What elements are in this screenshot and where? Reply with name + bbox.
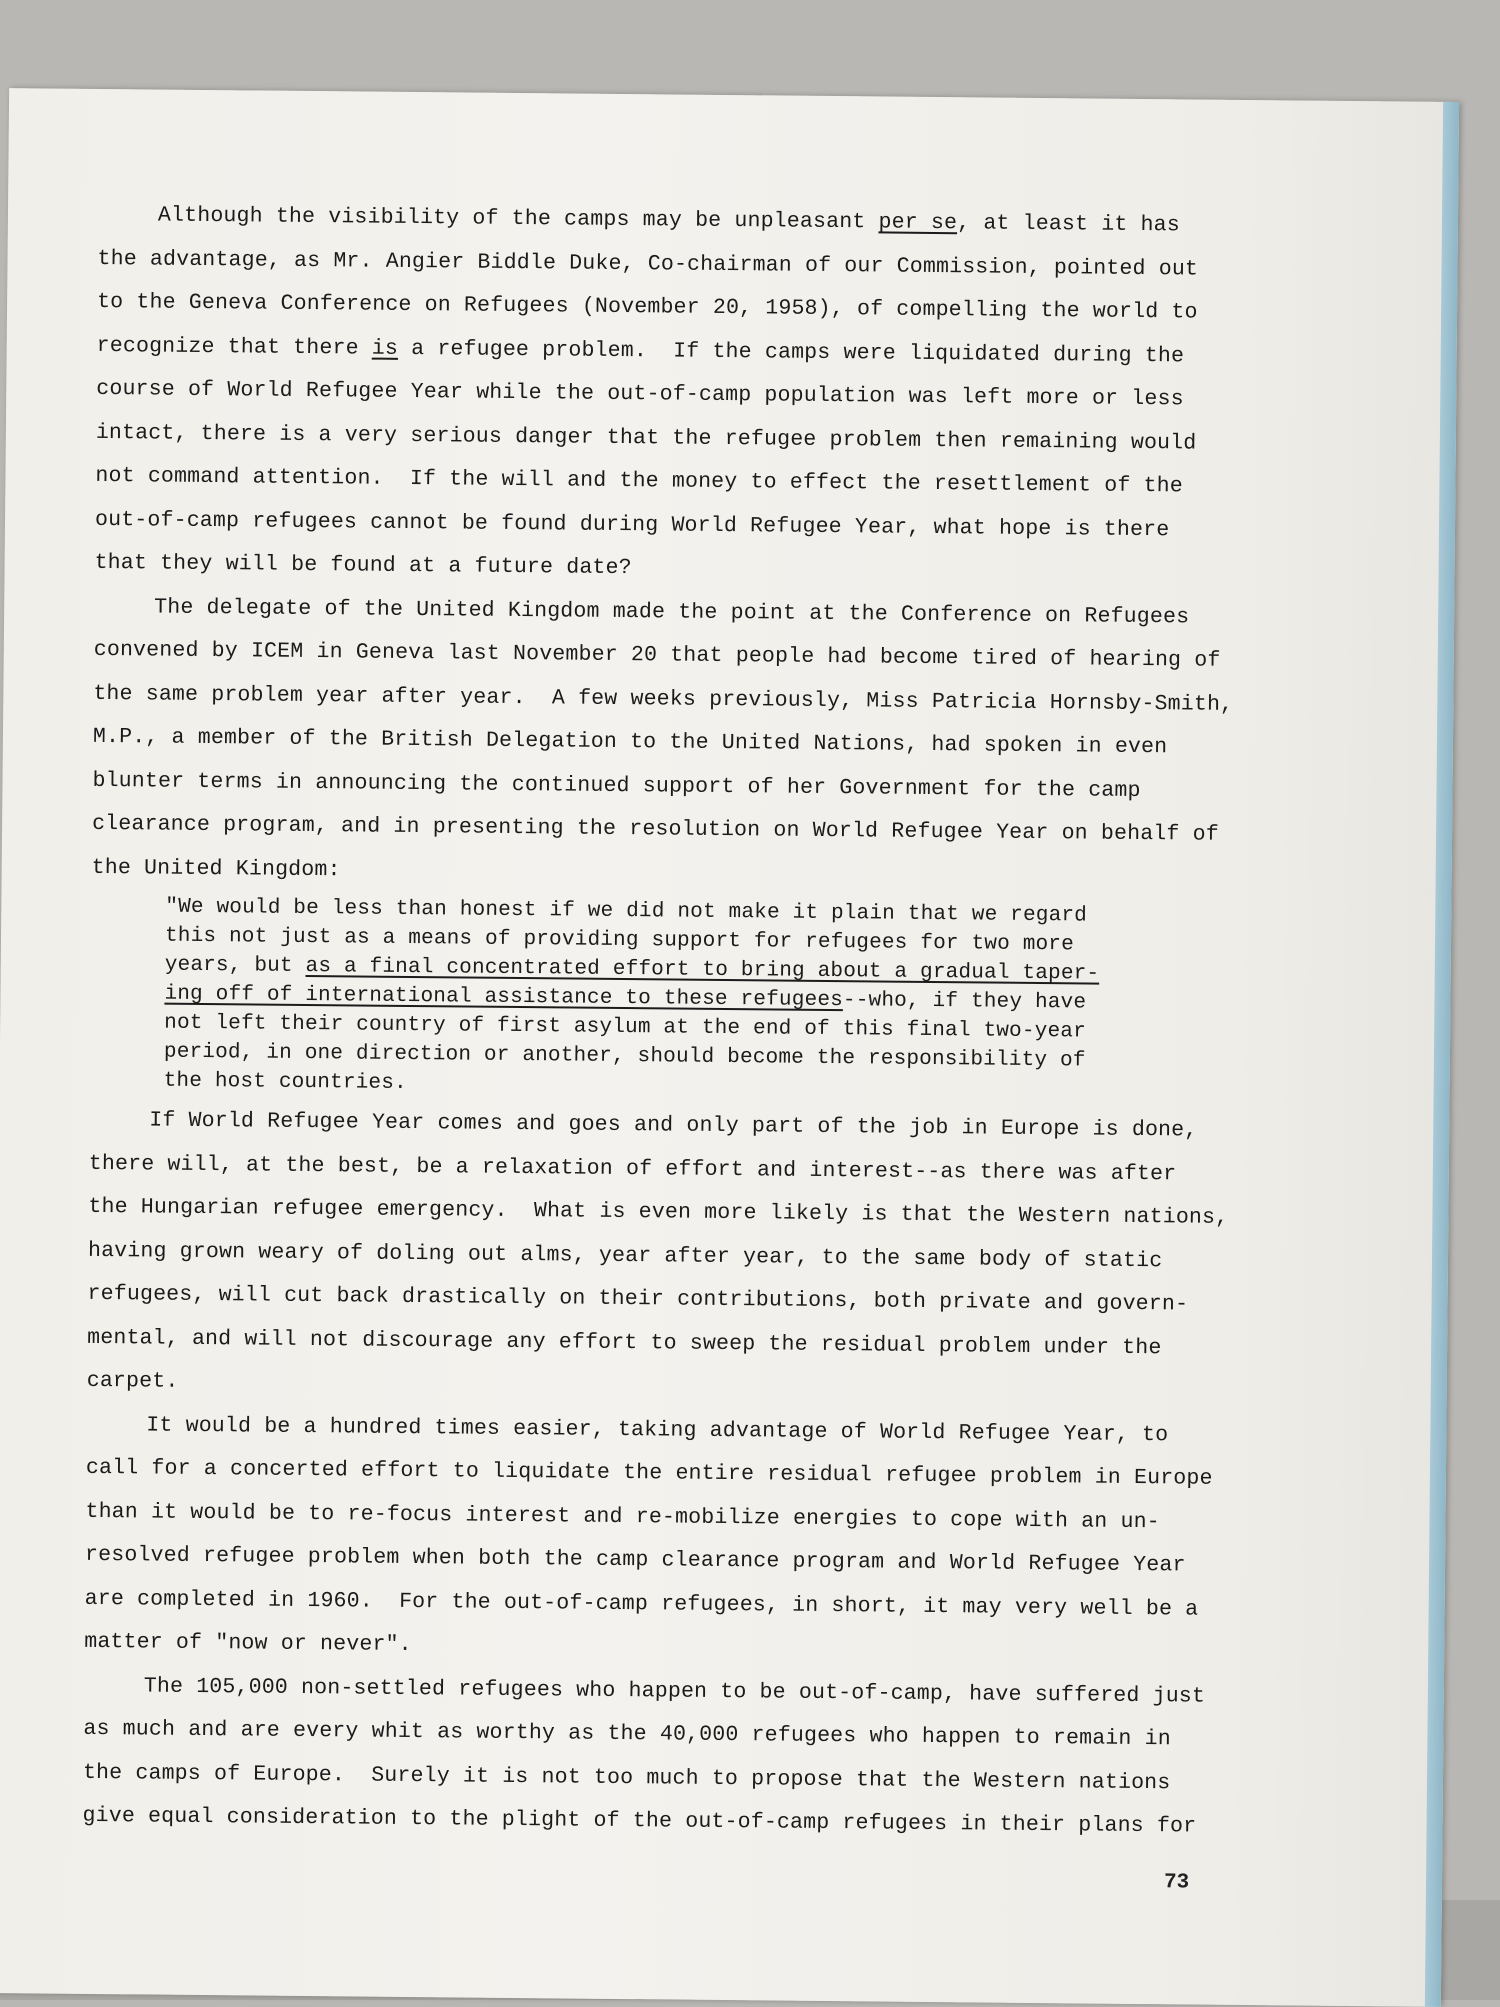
- text-line: The 105,000 non-settled refugees who happen to be out-of-camp, have suffered just: [143, 1673, 1206, 1709]
- text-line: refugees, will cut back drastically on their contributions, both private and govern-: [87, 1281, 1189, 1317]
- quote-line: ing off of international assistance to these refugees--who, if they have: [164, 982, 1087, 1015]
- text-line: recognize that there is a refugee problem. If the camps were liquidated during the: [96, 333, 1185, 368]
- quote-line: not left their country of first asylum at the end of this final two-year: [164, 1011, 1087, 1044]
- page-cover-edge: [1425, 102, 1459, 2007]
- text-line: are completed in 1960. For the out-of-camp refugees, in short, it may very well be a: [84, 1586, 1199, 1622]
- text-line: M.P., a member of the British Delegation to the United Nations, had spoken in even: [92, 724, 1168, 760]
- text-line: intact, there is a very serious danger that the refugee problem then remaining would: [95, 420, 1197, 455]
- text-line: course of World Refugee Year while the out-of-camp population was left more or less: [96, 376, 1184, 412]
- text-line: that they will be found at a future date?: [94, 550, 632, 581]
- text-line: the Hungarian refugee emergency. What is even more likely is that the Western nations,: [88, 1194, 1229, 1230]
- paragraph-world-refugee-year: [87, 1099, 1330, 1415]
- page-body: [82, 194, 1338, 1850]
- quote-line: years, but as a final concentrated effort to bring about a gradual taper-: [164, 953, 1100, 986]
- quote-line: "We would be less than honest if we did not make it plain that we regard: [165, 895, 1088, 928]
- text-line: Although the visibility of the camps may be unpleasant per se, at least it has: [157, 203, 1181, 238]
- text-line: out-of-camp refugees cannot be found during World Refugee Year, what hope is there: [94, 507, 1170, 542]
- text-line: It would be a hundred times easier, taking advantage of World Refugee Year, to: [146, 1412, 1169, 1447]
- text-line: than it would be to re-focus interest and re-mobilize energies to cope with an un-: [85, 1499, 1160, 1534]
- quote-underlined-text: as a final concentrated effort to bring about a gradual taper-: [305, 954, 1100, 986]
- text-line: resolved refugee problem when both the camp clearance program and World Refugee Year: [84, 1542, 1186, 1578]
- text-line: clearance program, and in presenting the resolution on World Refugee Year on behalf of: [92, 811, 1219, 847]
- block-quote: [164, 893, 1226, 1106]
- text-line: The delegate of the United Kingdom made the point at the Conference on Refugees: [154, 595, 1190, 629]
- text-line: the same problem year after year. A few weeks previously, Miss Patricia Hornsby-Smith,: [93, 681, 1234, 717]
- text-line: matter of "now or never".: [84, 1629, 412, 1658]
- emphasis-is: is: [371, 336, 399, 361]
- quote-line: the host countries.: [163, 1069, 408, 1095]
- paragraph-hundred-times-easier: [84, 1403, 1326, 1676]
- text-line: give equal consideration to the plight of the out-of-camp refugees in their plans for: [82, 1803, 1197, 1839]
- text-line: blunter terms in announcing the continued support of her Government for the camp: [92, 768, 1141, 803]
- text-line: to the Geneva Conference on Refugees (November 20, 1958), of compelling the world to: [97, 289, 1198, 325]
- page-number: 73: [1163, 1871, 1190, 1895]
- emphasis-per-se: per se: [878, 210, 958, 236]
- text-line: not command attention. If the will and the money to effect the resettlement of the: [95, 463, 1184, 499]
- quote-underlined-text: ing off of international assistance to these refugees: [164, 982, 844, 1013]
- text-line: having grown weary of doling out alms, year after year, to the same body of static: [87, 1238, 1163, 1273]
- book-page: [0, 88, 1459, 2007]
- text-line: If World Refugee Year comes and goes and only part of the job in Europe is done,: [149, 1108, 1198, 1143]
- text-line: there will, at the best, be a relaxation of effort and interest--as there was after: [88, 1151, 1177, 1186]
- text-line: the advantage, as Mr. Angier Biddle Duke, Co-chairman of our Commission, pointed out: [97, 246, 1199, 282]
- paragraph-non-settled-refugees: [82, 1664, 1324, 1850]
- paragraph-camps-visibility: [94, 194, 1338, 597]
- text-line: carpet.: [86, 1368, 179, 1394]
- text-line: as much and are every whit as worthy as the 40,000 refugees who happen to remain in: [83, 1716, 1171, 1752]
- text-line: the camps of Europe. Surely it is not too much to propose that the Western nations: [82, 1760, 1171, 1795]
- quote-line: period, in one direction or another, should become the responsibility of: [163, 1040, 1086, 1073]
- text-line: the United Kingdom:: [91, 855, 341, 882]
- paragraph-uk-delegate: [91, 585, 1334, 901]
- text-line: call for a concerted effort to liquidate the entire residual refugee problem in Europe: [85, 1455, 1213, 1491]
- quote-line: this not just as a means of providing support for refugees for two more: [164, 924, 1075, 957]
- text-line: mental, and will not discourage any effort to sweep the residual problem under the: [87, 1325, 1162, 1360]
- text-line: convened by ICEM in Geneva last November 20 that people had become tired of hearing of: [93, 637, 1221, 673]
